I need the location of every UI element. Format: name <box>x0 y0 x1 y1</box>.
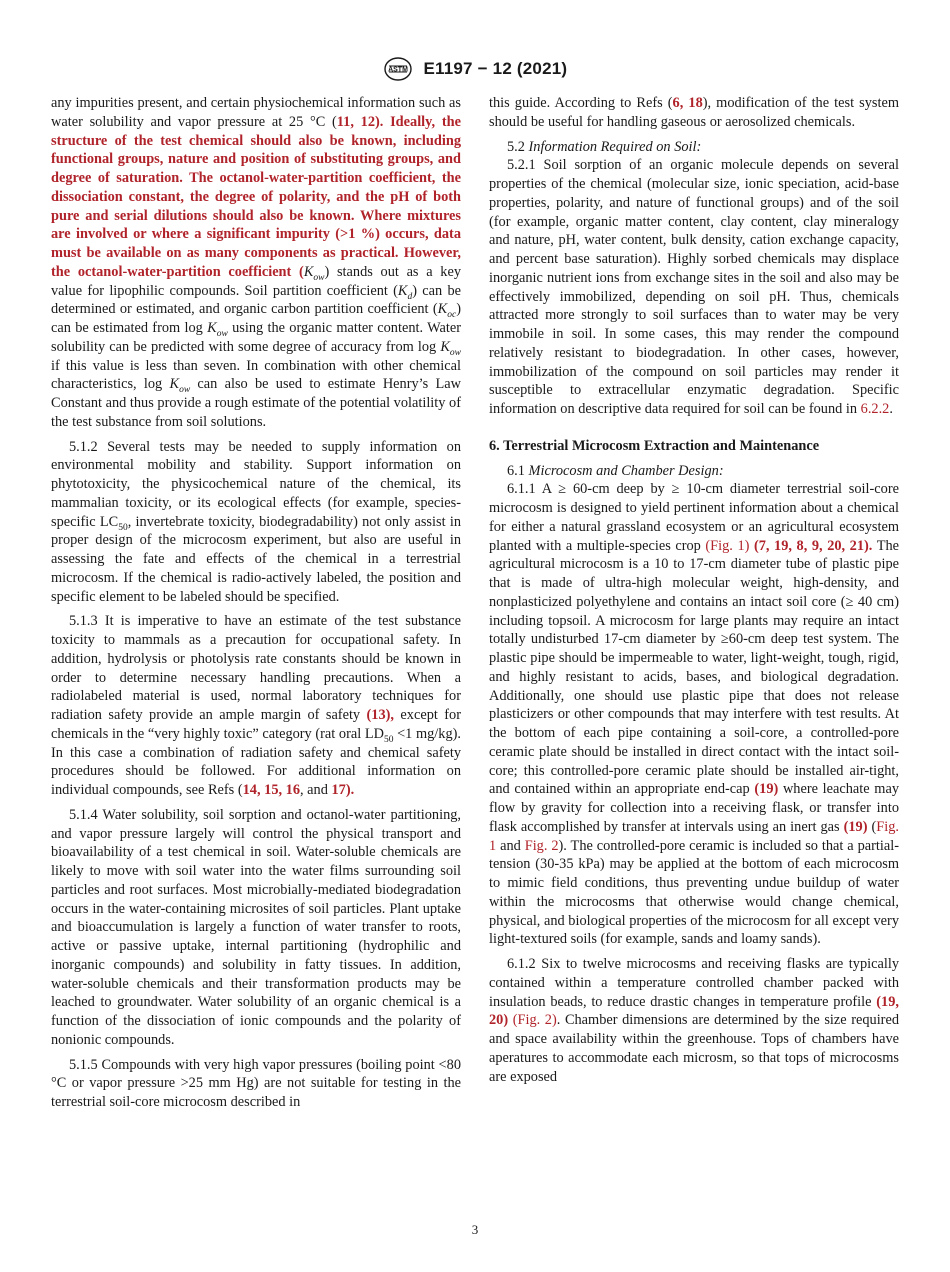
svg-text:ASTM: ASTM <box>387 66 408 74</box>
subsection-6-1-heading: 6.1 Microcosm and Chamber Design: <box>507 462 724 479</box>
figure-link-2[interactable]: Fig. 2 <box>524 837 559 854</box>
paragraph-5-1-4: 5.1.4 Water solubility, soil sorption and octanol-water partitioning, and vapor pressure largely will control the physical transport and bioavailability of a test chemical in soil. Water-soluble chemicals are likely to move with soil water into the water films surrounding soil particles and root surfaces. Most microbially-mediated biodegradation occurs in the water-containing microsites of soil particles. Plant uptake and bioaccumulation is largely a function of water transfer to roots, active or passive uptake, internal partitioning (hydrophilic and inorganic compounds) and solubility in fatty tissues. In addition, water-soluble chemicals and their transformation products may be leached to groundwater. Water solubility of an organic chemical is a function of the dissociation of ionic compounds and the polarity of nonionic compounds. <box>51 806 461 1048</box>
ref-link-11[interactable]: 11 <box>336 113 351 130</box>
paragraph-6-1-1: 6.1.1 A ≥ 60-cm deep by ≥ 10-cm diameter terrestrial soil-core microcosm is designed to yield pertinent information about a chemical for either a natural grassland ecosystem or an agricultural ecosystem planted with a multiple-species crop (Fig. 1) (7, 19, 8, 9, 20, 21). The agricultural microcosm is a 10 to 17-cm diameter tube of plastic pipe that is made of ultra-high molecular weight, high-density, and nonplasticized polyethylene and contains an intact soil core (≥ 40 cm) including topsoil. A microcosm for large plants may require an intact totally undisturbed 17-cm diameter by ≥60-cm deep test system. The plastic pipe should be impermeable to water, light-weight, tough, rigid, and highly resistant to acids, bases, and biological degradation. Additionally, one should use plastic pipe that does not release plasticizers or other compounds that may interfere with test results. At the bottom of each pipe containing a soil-core, a controlled-pore ceramic plate should be installed in direct contact with the intact soil-core; this controlled-pore ceramic plate should be installed air-tight, and contained within an appropriate end-cap (19) where leachate may flow by gravity for collection into a receiving flask, or transfer into flask accomplished by transfer at intervals using an inert gas (19) (Fig. 1 and Fig. 2). The controlled-pore ceramic is included so that a partial-tension (30-35 kPa) may be applied at the bottom of each microcosm to mimic field conditions, thus preventing undue buildup of water within the microcosms that otherwise would change chemical, physical, and biological properties of the microcosm for all except very light-textured soils (for example, sands and loamy sands). <box>489 481 899 948</box>
ref-link-19b[interactable]: (19) <box>843 818 868 835</box>
document-header <box>0 56 950 82</box>
standard-designation: E1197 − 12 (2021) <box>423 59 568 78</box>
ref-links-group[interactable]: (7, 19, 8, 9, 20, 21). <box>749 537 873 554</box>
paragraph-5-2-1: 5.2.1 Soil sorption of an organic molecule depends on several properties of the chemical (molecular size, ionic speciation, acid-base properties, polarity, and nature of functional groups) and of the soil (for example, organic matter content, clay content, clay mineralogy and nature, pH, water content, bulk density, cation exchange capacity, and percent base saturation). Highly sorbed chemicals may displace inorganic nutrient ions from exchange sites in the soil and also may be effectively immobilized, depending on soil pH. Thus, chemicals attracted more strongly to soil surfaces than to water may be very immobile in soil. In some cases, this may render the compound relatively resistant to biodegradation. In other cases, however, immobilization of the compound on soil particles may render it susceptible to extracellular enzymatic degradation. Specific information on descriptive data required for soil can be found in 6.2.2. <box>489 157 899 417</box>
ref-link-12[interactable]: 12 <box>360 113 376 130</box>
paragraph-continuation: any impurities present, and certain physiochemical information such as water solubility and vapor pressure at 25 °C (11, 12). Ideally, the structure of the test chemical should also be known, including functional groups, nature and position of substituting groups, and degree of saturation. The octanol-water-partition coefficient, the dissociation constant, the degree of polarity, and the pH of both pure and serial dilutions should also be known. Where mixtures are involved or where a significant impurity (>1 %) occurs, data must be available on as many components as practical. However, the octanol-water-partition coefficient $(K_{ow})$ stands out as a key value for lipophilic compounds. Soil partition coefficient $(K_d)$ can be determined or estimated, and organic carbon partition coefficient $(K_{oc})$ can be estimated from $\log K_{ow}$ using the organic matter content. Water solubility can be predicted with some degree of accuracy from $\log K_{ow}$ if this value is less than seven. In combination with other chemical characteristics, $\log K_{ow}$ can also be used to estimate Henry’s Law Constant and thus provide a rough estimate of the potential volatility of the test substance from soil solutions. <box>51 95 461 430</box>
astm-logo-icon <box>383 56 413 82</box>
left-column <box>51 94 461 1112</box>
paragraph-5-1-5: 5.1.5 Compounds with very high vapor pressures (boiling point <80 °C or vapor pressure >25 mm Hg) are not suitable for testing in the terrestrial soil-core microcosm described in <box>51 1056 461 1110</box>
section-link-6-2-2[interactable]: 6.2.2 <box>860 401 890 417</box>
ref-link-18[interactable]: 18 <box>688 95 703 111</box>
ref-link-16[interactable]: 16 <box>285 782 300 798</box>
figure-link-1[interactable]: (Fig. 1) <box>705 537 750 554</box>
paragraph-6-1-2: 6.1.2 Six to twelve microcosms and receiving flasks are typically contained within a temperature controlled chamber packed with insulation beads, to reduce drastic changes in temperature profile (19, 20) (Fig. 2). Chamber dimensions are determined by the size required and space availability within the greenhouse. Tops of chambers have aperatures to accommodate each microsm, so that tops of microcosms are exposed <box>489 956 899 1085</box>
ref-link-17[interactable]: 17 <box>331 782 346 798</box>
ref-link-14[interactable]: 14 <box>242 782 257 798</box>
ref-link-15[interactable]: 15 <box>264 782 279 798</box>
ref-link-13[interactable]: (13), <box>366 707 395 723</box>
page-number: 3 <box>471 1222 479 1237</box>
ref-links-19-20[interactable]: (19, 20) <box>489 993 899 1029</box>
ref-link-6[interactable]: 6 <box>672 95 680 111</box>
section-6-heading: 6. Terrestrial Microcosm Extraction and Maintenance <box>489 437 820 454</box>
right-column <box>489 94 899 1086</box>
ref-link-19[interactable]: (19) <box>754 781 779 798</box>
paragraph-continuation-right: this guide. According to Refs (6, 18), modification of the test system should be useful for handling gaseous or aerosolized chemicals. <box>489 95 900 130</box>
figure-link-2b[interactable]: (Fig. 2) <box>512 1012 557 1029</box>
paragraph-5-1-3: 5.1.3 It is imperative to have an estimate of the test substance toxicity to mammals as a precaution for occupational safety. In addition, hydrolysis or photolysis rate constants should be known in order to determine necessary handling precautions. When a radiolabeled material is used, normal laboratory techniques for radiation safety provide an ample margin of safety (13), except for chemicals in the “very highly toxic” category (rat oral $LD_{50} <1$ mg/kg). In this case a combination of radiation safety and chemical safety procedures should be followed. For additional information on individual compounds, see Refs (14, 15, 16, and 17). <box>51 613 462 798</box>
subsection-5-2-heading: 5.2 Information Required on Soil: <box>507 138 702 155</box>
paragraph-5-1-2: 5.1.2 Several tests may be needed to supply information on environmental mobility and stability. Support information on phytotoxicity, the physicochemical nature of the chemical, its mammalian toxicity, or its ecological effects (for example, species-specific $LC_{50}$, invertebrate toxicity, biodegradability) not only assist in proper design of the microcosm experiment, but also are useful in assessing the fate and effects of the chemical in a terrestrial microcosm. If the chemical is radio-actively labeled, the position and specific element to be labeled should be specified. <box>51 438 461 605</box>
figure-link-1b[interactable]: Fig. 1 <box>489 818 899 854</box>
